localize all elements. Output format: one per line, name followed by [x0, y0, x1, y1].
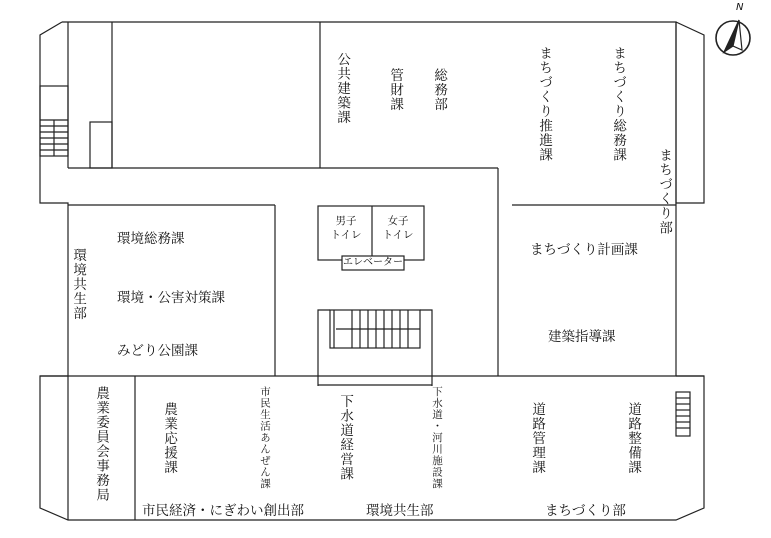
stair-landing: [90, 122, 112, 168]
building-outline: [62, 22, 704, 203]
room-machi-keikaku: まちづくり計画課: [530, 242, 638, 258]
room-nogyo-oen: 農業応援課: [161, 402, 178, 475]
room-kankyo-kogai: 環境・公害対策課: [117, 290, 225, 306]
dept-machi-right: まちづくり部: [656, 148, 673, 235]
stairs-right-icon: [676, 392, 690, 436]
room-gesuido-kasen: 下水道・河川施設課: [431, 386, 444, 490]
room-shimin-seikatsu: 市民生活あんぜん課: [259, 386, 272, 490]
room-kankyo-somu: 環境総務課: [117, 231, 185, 247]
dept-machi-bottom: まちづくり部: [545, 503, 626, 519]
room-danshi-toilet-2: トイレ: [330, 229, 362, 241]
room-machi-somu: まちづくり総務課: [610, 46, 627, 162]
room-joshi-toilet-1: 女子: [387, 215, 409, 227]
stairs-left-icon: [40, 86, 68, 156]
room-danshi-toilet-1: 男子: [335, 215, 357, 227]
elevator-label: エレベーター: [343, 257, 403, 268]
north-arrow-icon: [716, 20, 750, 55]
room-gesuido-keiei: 下水道経営課: [337, 394, 354, 481]
room-kokyo-kenchiku: 公共建築課: [334, 52, 351, 125]
room-doro-seibi: 道路整備課: [625, 402, 642, 475]
dept-shimin-keizai: 市民経済・にぎわい創出部: [142, 503, 304, 519]
north-label: N: [736, 2, 744, 13]
room-kanzai: 管財課: [387, 68, 404, 112]
room-kenchiku-shido: 建築指導課: [548, 329, 616, 345]
room-joshi-toilet-2: トイレ: [382, 229, 414, 241]
dept-kankyo-kyosei-bottom: 環境共生部: [366, 503, 434, 519]
dept-kankyo-kyosei-left: 環境共生部: [70, 248, 87, 321]
room-doro-kanri: 道路管理課: [529, 402, 546, 475]
room-midori-koen: みどり公園課: [117, 343, 198, 359]
room-machi-suishin: まちづくり推進課: [536, 46, 553, 162]
left-wing-outline: [40, 22, 704, 520]
room-nogyo-iinkai: 農業委員会事務局: [93, 386, 110, 502]
stairs-center-icon: [318, 310, 432, 385]
dept-somu: 総務部: [431, 68, 448, 112]
